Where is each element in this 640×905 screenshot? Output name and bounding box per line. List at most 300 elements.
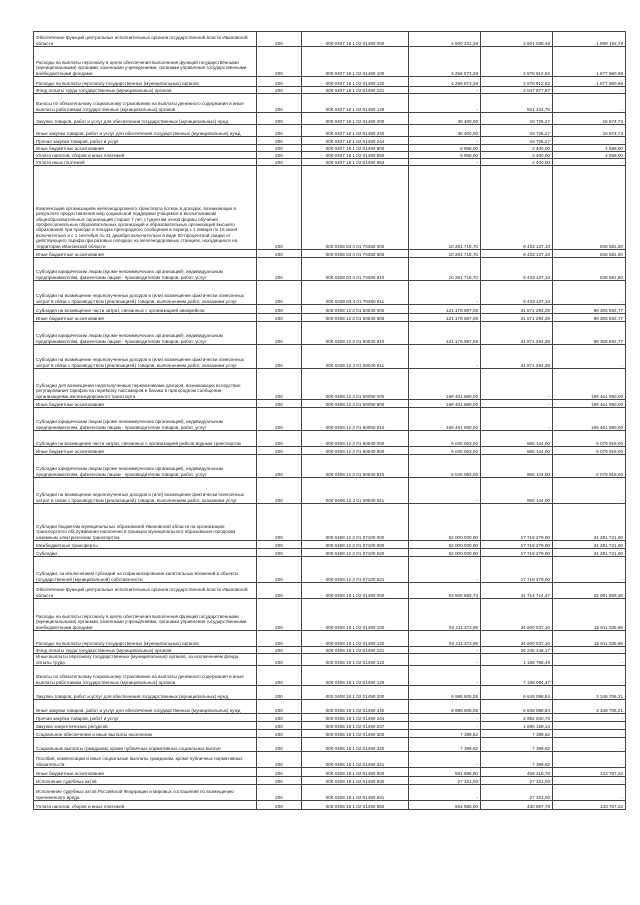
table-row [34,250,626,258]
row-executed-amount: 7 168 094,47 [481,666,553,686]
row-executed-amount: 7 399,62 [481,738,553,752]
row-approved-amount: - [409,666,481,686]
row-unexecuted-amount: - [553,738,626,752]
table-row [34,408,626,431]
row-unexecuted-amount: 4 558,00 [553,152,626,159]
row-executed-amount: 31 871 294,29 [481,322,553,345]
row-line-code: 200 [257,431,302,447]
row-unexecuted-amount: - [553,714,626,722]
row-approved-amount: 7 399,62 [409,730,481,738]
row-executed-amount: - [481,400,553,408]
row-line-code: 200 [257,77,302,87]
row-budget-classification-code: 000 0407 18 1 02 01490 800 [302,145,409,152]
row-unexecuted-amount: - [553,557,626,583]
row-approved-amount: 4 500 231,28 [409,32,481,47]
table-row [34,166,626,250]
table-row [34,647,626,654]
row-line-code: 200 [257,145,302,152]
budget-execution-table [33,31,626,810]
row-approved-amount: - [409,137,481,145]
row-line-code: 200 [257,801,302,810]
row-budget-classification-code: 000 0408 18 1 02 01490 121 [302,647,409,654]
row-description: Субсидии на возмещение недополученных доходов и (или) возмещение фактически понесенных затрат в связи с производством (реализацией) товаров, выполнением работ, оказанием услуг [34,345,257,369]
table-row [34,32,626,47]
row-approved-amount: 53 211 373,06 [409,599,481,631]
row-unexecuted-amount: 89 305 692,77 [553,314,626,322]
row-description: Иные закупки товаров, работ и услуг для обеспечения государственных (муниципальных) нужд [34,700,257,714]
row-line-code: 200 [257,32,302,47]
row-unexecuted-amount: 169 461 880,00 [553,408,626,431]
row-description: Межбюджетные трансферты [34,541,257,549]
row-budget-classification-code: 000 0407 18 1 02 01490 850 [302,152,409,159]
row-unexecuted-amount: 34 281 721,00 [553,541,626,549]
row-description: Прочая закупка товаров, работ и услуг [34,137,257,145]
row-executed-amount: 7 399,62 [481,730,553,738]
table-row [34,549,626,557]
row-line-code: 200 [257,777,302,785]
row-line-code: 200 [257,730,302,738]
row-executed-amount: 4 952 940,70 [481,714,553,722]
row-approved-amount: 63 806 583,73 [409,583,481,599]
row-description: Субсидии юридическим лицам (кроме некоммерческих организаций), индивидуальным предпринимателям, физическим лицам - производителям товаров, работ, услуг [34,408,257,431]
row-line-code: 200 [257,714,302,722]
table-row [34,541,626,549]
row-unexecuted-amount: 5 079 919,00 [553,447,626,455]
row-approved-amount: 6 045 063,00 [409,431,481,447]
row-approved-amount: 169 461 880,00 [409,408,481,431]
row-description: Субсидии на возмещение недополученных доходов и (или) возмещение фактически понесенных затрат в связи с производством (реализацией) товаров, выполнением работ, оказанием услуг [34,478,257,504]
row-unexecuted-amount: - [553,654,626,666]
table-row [34,47,626,77]
row-approved-amount: 121 176 987,06 [409,322,481,345]
table-row [34,125,626,137]
row-approved-amount: - [409,345,481,369]
row-approved-amount: 52 000 000,00 [409,541,481,549]
row-line-code: 200 [257,583,302,599]
row-executed-amount: 2 578 912,62 [481,47,553,77]
row-executed-amount: 31 871 294,29 [481,314,553,322]
table-row [34,145,626,152]
row-line-code: 200 [257,408,302,431]
row-description: Субсидии бюджетам муниципальных образований Ивановской области на организацию транспортного обслуживания населения в границах муниципального образования городским наземным электрическим транспортом [34,504,257,541]
row-unexecuted-amount: 22 091 869,36 [553,583,626,599]
row-unexecuted-amount: 16 674,73 [553,125,626,137]
row-approved-amount: - [409,785,481,801]
row-description: Обеспечение функций центральных исполнительных органов государственной власти Ивановской области [34,583,257,599]
row-description: Иные закупки товаров, работ и услуг для обеспечения государственных (муниципальных) нужд [34,125,257,137]
row-unexecuted-amount: 89 305 692,77 [553,305,626,314]
row-budget-classification-code: 000 0408 12 2 01 60540 810 [302,455,409,478]
row-unexecuted-amount: 34 281 721,00 [553,504,626,541]
row-approved-amount: 9 995 805,05 [409,686,481,700]
row-executed-amount: 41 714 714,37 [481,583,553,599]
row-approved-amount: 10 281 718,70 [409,250,481,258]
row-description: Компенсация организациям железнодорожного транспорта потерь в доходах, возникающих в результате предоставления мер социальной поддержки учащимся и воспитанникам общеобразовательных организаций старше 7 лет, студентам очной формы обучения профессиональных образовательных организаций и образовательных организаций высшего образования при проезде в поездах пригородного сообщения в период с 1 января по 15 июня включительно и с 1 сентября по 31 декабря включительно в виде 50-процентной скидки от действующего тарифа при разовых поездках на железнодорожных станциях, находящихся на территории Ивановской области [34,166,257,250]
row-budget-classification-code: 000 0407 18 1 02 01490 100 [302,47,409,77]
row-line-code: 200 [257,455,302,478]
table-row [34,752,626,768]
row-executed-amount: 25 245 146,17 [481,647,553,654]
row-unexecuted-amount: 4 558,00 [553,145,626,152]
row-executed-amount: 965 144,00 [481,431,553,447]
table-row [34,152,626,159]
row-unexecuted-amount: - [553,281,626,305]
row-description: Иные бюджетные ассигнования [34,447,257,455]
row-executed-amount: 965 144,00 [481,478,553,504]
row-description: Субсидии юридическим лицам (кроме некоммерческих организаций), индивидуальным предпринимателям, физическим лицам - производителям товаров, работ, услуг [34,455,257,478]
row-executed-amount: 9 433 137,10 [481,166,553,250]
row-description: Закупка энергетических ресурсов [34,722,257,730]
row-budget-classification-code: 000 0407 18 1 02 01490 240 [302,125,409,137]
row-budget-classification-code: 000 0408 12 2 01 60040 811 [302,345,409,369]
row-approved-amount: 564 665,00 [409,801,481,810]
row-description: Фонд оплаты труда государственных (муниципальных) органов [34,647,257,654]
row-budget-classification-code: 000 0408 18 1 02 01490 120 [302,631,409,647]
row-description: Субсидия на возмещение части затрат, связанных с организацией рейсов водным транспортом [34,431,257,447]
row-approved-amount: 10 281 718,70 [409,258,481,281]
row-executed-amount: 430 897,78 [481,801,553,810]
row-line-code: 200 [257,700,302,714]
row-unexecuted-amount: 1 677 960,66 [553,77,626,87]
row-approved-amount: 10 281 718,70 [409,166,481,250]
table-row [34,400,626,408]
table-row [34,768,626,777]
table-row [34,322,626,345]
row-budget-classification-code: 000 0407 18 1 02 01490 129 [302,94,409,113]
row-executed-amount: 31 871 294,29 [481,305,553,314]
row-approved-amount: 6 045 063,00 [409,455,481,478]
row-approved-amount: - [409,557,481,583]
row-executed-amount: 31 871 294,29 [481,345,553,369]
table-row [34,431,626,447]
row-description: Взносы по обязательному социальному страхованию на выплаты денежного содержания и иные выплаты работникам государственных (муниципальных) органов [34,94,257,113]
row-budget-classification-code: 000 0408 12 2 01 60050 800 [302,400,409,408]
table-row [34,159,626,166]
row-line-code: 200 [257,504,302,541]
row-budget-classification-code: 000 0407 18 1 02 01490 200 [302,113,409,125]
row-description: Субсидии для возмещения недополученных перевозчиками доходов, возникающих вследствие регулирования тарифов на перевозку пассажиров и багажа в пригородном сообщении, организациями железнодорожного транспорта [34,369,257,400]
row-description: Иные бюджетные ассигнования [34,400,257,408]
row-approved-amount: - [409,159,481,166]
row-description: Фонд оплаты труда государственных (муниципальных) органов [34,87,257,94]
row-description: Пособия, компенсации и иные социальные выплаты гражданам, кроме публичных нормативных обязательств [34,752,257,768]
row-executed-amount: 7 399,62 [481,752,553,768]
row-budget-classification-code: 000 0408 18 1 02 01490 300 [302,730,409,738]
row-line-code: 200 [257,752,302,768]
table-row [34,455,626,478]
table-row [34,77,626,87]
row-description: Субсидии [34,549,257,557]
row-line-code: 200 [257,47,302,77]
table-row [34,738,626,752]
row-line-code: 200 [257,152,302,159]
row-line-code: 200 [257,113,302,125]
row-unexecuted-amount: 1 677 960,66 [553,47,626,77]
table-row [34,369,626,400]
row-unexecuted-amount: 169 461 880,00 [553,369,626,400]
row-executed-amount: 27 321,00 [481,777,553,785]
row-approved-amount: 169 461 880,00 [409,369,481,400]
table-row [34,87,626,94]
row-unexecuted-amount: - [553,137,626,145]
row-executed-amount: 9 433 137,10 [481,281,553,305]
row-approved-amount: - [409,281,481,305]
row-approved-amount: - [409,94,481,113]
row-description: Иные бюджетные ассигнования [34,768,257,777]
row-unexecuted-amount: 89 305 692,77 [553,322,626,345]
row-budget-classification-code: 000 0408 12 2 01 60040 800 [302,314,409,322]
row-line-code: 200 [257,305,302,314]
row-line-code: 200 [257,785,302,801]
row-line-code: 200 [257,369,302,400]
row-line-code: 200 [257,686,302,700]
row-budget-classification-code: 000 0407 18 1 02 01490 000 [302,32,409,47]
row-line-code: 200 [257,631,302,647]
row-executed-amount: 965 144,00 [481,455,553,478]
table-row [34,686,626,700]
row-approved-amount: 6 045 063,00 [409,447,481,455]
row-line-code: 200 [257,166,302,250]
row-line-code: 200 [257,345,302,369]
row-approved-amount: 36 400,00 [409,125,481,137]
row-unexecuted-amount: 16 674,73 [553,113,626,125]
row-line-code: 200 [257,647,302,654]
row-description: Закупка товаров, работ и услуг для обеспечения государственных (муниципальных) нужд [34,686,257,700]
row-approved-amount: 52 000 000,00 [409,504,481,541]
row-approved-amount: - [409,714,481,722]
row-budget-classification-code: 000 0408 03 4 01 70380 810 [302,258,409,281]
row-description: Социальное обеспечение и иные выплаты населению [34,730,257,738]
row-approved-amount: 6 958,00 [409,145,481,152]
row-executed-amount: 6 649 098,84 [481,700,553,714]
row-executed-amount: 27 321,00 [481,785,553,801]
row-unexecuted-amount: - [553,722,626,730]
row-approved-amount: - [409,647,481,654]
row-budget-classification-code: 000 0408 12 2 01 60050 810 [302,408,409,431]
row-budget-classification-code: 000 0408 18 1 02 01490 320 [302,738,409,752]
row-budget-classification-code: 000 0408 18 1 02 01490 240 [302,700,409,714]
table-row [34,345,626,369]
row-line-code: 200 [257,87,302,94]
row-budget-classification-code: 000 0408 12 2 01 60540 800 [302,447,409,455]
row-unexecuted-amount: 169 461 880,00 [553,400,626,408]
row-description: Расходы на выплаты персоналу государственных (муниципальных) органов [34,631,257,647]
row-line-code: 200 [257,94,302,113]
row-unexecuted-amount: 133 767,22 [553,801,626,810]
row-executed-amount: 17 718 279,00 [481,541,553,549]
row-approved-amount: 121 176 987,06 [409,314,481,322]
row-unexecuted-amount: - [553,478,626,504]
row-unexecuted-amount: 18 611 335,96 [553,631,626,647]
row-description: Субсидия на возмещение части затрат, связанных с организацией авиарейсов [34,305,257,314]
row-approved-amount: 53 211 373,06 [409,631,481,647]
table-row [34,722,626,730]
row-budget-classification-code: 000 0408 18 1 02 01490 122 [302,654,409,666]
row-unexecuted-amount: 18 611 335,96 [553,599,626,631]
table-row [34,113,626,125]
table-row [34,305,626,314]
row-unexecuted-amount: - [553,777,626,785]
row-executed-amount: - [481,369,553,400]
row-unexecuted-amount: - [553,87,626,94]
row-budget-classification-code: 000 0408 12 2 01 87100 521 [302,557,409,583]
row-unexecuted-amount: - [553,730,626,738]
row-budget-classification-code: 000 0408 12 2 01 60040 000 [302,305,409,314]
row-approved-amount: 591 986,00 [409,768,481,777]
row-description: Расходы на выплаты персоналу государственных (муниципальных) органов [34,77,257,87]
row-approved-amount: 52 000 000,00 [409,549,481,557]
row-line-code: 200 [257,400,302,408]
row-executed-amount: 17 718 279,00 [481,504,553,541]
row-executed-amount: 9 433 137,10 [481,258,553,281]
table-row [34,654,626,666]
table-row [34,557,626,583]
row-description: Обеспечение функций центральных исполнительных органов государственной власти Ивановской области [34,32,257,47]
row-description: Исполнение судебных актов [34,777,257,785]
row-unexecuted-amount: - [553,666,626,686]
row-budget-classification-code: 000 0408 12 2 01 87100 000 [302,504,409,541]
row-executed-amount: 531 234,75 [481,94,553,113]
row-line-code: 200 [257,722,302,730]
row-executed-amount: 19 725,27 [481,113,553,125]
row-unexecuted-amount: 5 079 919,00 [553,431,626,447]
row-executed-amount: 19 725,27 [481,137,553,145]
row-budget-classification-code: 000 0408 12 2 01 60540 000 [302,431,409,447]
row-description: Расходы на выплаты персоналу в целях обеспечения выполнения функций государственными (муниципальными) органами, казенными учреждениями, органами управления государственными внебюджетными фондами [34,47,257,77]
row-budget-classification-code: 000 0408 03 4 01 70380 000 [302,166,409,250]
row-approved-amount: - [409,87,481,94]
row-line-code: 200 [257,557,302,583]
row-line-code: 200 [257,137,302,145]
row-unexecuted-amount: 848 581,60 [553,166,626,250]
row-line-code: 200 [257,125,302,137]
row-approved-amount: 27 321,00 [409,777,481,785]
row-line-code: 200 [257,322,302,345]
row-description: Социальные выплаты гражданам, кроме публичных нормативных социальных выплат [34,738,257,752]
table-row [34,137,626,145]
row-unexecuted-amount: 34 281 721,00 [553,549,626,557]
row-description: Уплата налогов, сборов и иных платежей [34,801,257,810]
row-approved-amount: 9 995 805,05 [409,700,481,714]
row-description: Субсидии, за исключением субсидий на софинансирование капитальных вложений в объекты государственной (муниципальной) собственности [34,557,257,583]
table-row [34,583,626,599]
row-budget-classification-code: 000 0408 18 1 02 01490 321 [302,752,409,768]
row-line-code: 200 [257,768,302,777]
row-executed-amount: 1 186 796,49 [481,654,553,666]
table-row [34,478,626,504]
table-row [34,801,626,810]
row-approved-amount: 169 461 880,00 [409,400,481,408]
row-line-code: 200 [257,599,302,631]
row-executed-amount: 1 696 158,14 [481,722,553,730]
row-executed-amount: 2 400,00 [481,159,553,166]
row-executed-amount: 34 600 037,10 [481,599,553,631]
row-executed-amount: 458 218,78 [481,768,553,777]
row-budget-classification-code: 000 0408 12 2 01 60050 000 [302,369,409,400]
table-row [34,258,626,281]
table-row [34,666,626,686]
row-description: Исполнение судебных актов Российской Федерации и мировых соглашений по возмещению причиненного вреда [34,785,257,801]
row-executed-amount: - [481,408,553,431]
row-line-code: 200 [257,250,302,258]
row-unexecuted-amount: 1 899 192,79 [553,32,626,47]
table-row [34,599,626,631]
table-row [34,504,626,541]
row-unexecuted-amount: - [553,752,626,768]
row-executed-amount: 6 649 098,84 [481,686,553,700]
row-line-code: 200 [257,654,302,666]
table-row [34,700,626,714]
row-budget-classification-code: 000 0407 18 1 02 01490 853 [302,159,409,166]
row-executed-amount: 17 718 279,00 [481,557,553,583]
row-executed-amount: 2 601 038,49 [481,32,553,47]
row-line-code: 200 [257,159,302,166]
table-row [34,777,626,785]
row-budget-classification-code: 000 0408 18 1 02 01490 100 [302,599,409,631]
row-executed-amount: 2 400,00 [481,152,553,159]
row-executed-amount: 2 400,00 [481,145,553,152]
row-budget-classification-code: 000 0408 18 1 02 01490 129 [302,666,409,686]
row-budget-classification-code: 000 0407 18 1 02 01490 121 [302,87,409,94]
row-approved-amount: 4 256 873,28 [409,77,481,87]
row-budget-classification-code: 000 0408 18 1 02 01490 247 [302,722,409,730]
row-approved-amount: 36 400,00 [409,113,481,125]
row-approved-amount: 4 256 873,28 [409,47,481,77]
row-unexecuted-amount: - [553,159,626,166]
row-description: Уплата налогов, сборов и иных платежей [34,152,257,159]
row-executed-amount: 17 718 279,00 [481,549,553,557]
row-budget-classification-code: 000 0408 18 1 02 01490 800 [302,768,409,777]
row-line-code: 200 [257,738,302,752]
row-approved-amount: - [409,654,481,666]
row-description: Закупка товаров, работ и услуг для обеспечения государственных (муниципальных) нужд [34,113,257,125]
row-description: Иные выплаты персоналу государственных (муниципальных) органов, за исключением фонда оплаты труда [34,654,257,666]
row-approved-amount: - [409,478,481,504]
row-unexecuted-amount: 848 581,60 [553,258,626,281]
row-budget-classification-code: 000 0408 03 4 01 70380 811 [302,281,409,305]
row-budget-classification-code: 000 0408 18 1 02 01490 000 [302,583,409,599]
row-approved-amount: 6 958,00 [409,152,481,159]
row-budget-classification-code: 000 0408 18 1 02 01490 830 [302,777,409,785]
row-unexecuted-amount: 848 581,60 [553,250,626,258]
row-budget-classification-code: 000 0408 12 2 01 87100 520 [302,549,409,557]
row-description: Субсидии на возмещение недополученных доходов и (или) возмещение фактически понесенных затрат в связи с производством (реализацией) товаров, выполнением работ, оказанием услуг [34,281,257,305]
row-description: Уплата иных платежей [34,159,257,166]
row-description: Прочая закупка товаров, работ и услуг [34,714,257,722]
table-row [34,281,626,305]
row-budget-classification-code: 000 0407 18 1 02 01490 244 [302,137,409,145]
table-row [34,314,626,322]
row-unexecuted-amount: 3 346 706,21 [553,700,626,714]
table-row [34,714,626,722]
row-budget-classification-code: 000 0408 18 1 02 01490 244 [302,714,409,722]
row-budget-classification-code: 000 0408 18 1 02 01490 831 [302,785,409,801]
row-approved-amount: 121 176 987,06 [409,305,481,314]
row-line-code: 200 [257,447,302,455]
row-line-code: 200 [257,478,302,504]
row-executed-amount: 965 144,00 [481,447,553,455]
row-executed-amount: 2 047 677,87 [481,87,553,94]
row-budget-classification-code: 000 0408 12 2 01 60040 810 [302,322,409,345]
row-budget-classification-code: 000 0408 12 2 01 87100 500 [302,541,409,549]
table-row [34,94,626,113]
row-description: Иные бюджетные ассигнования [34,145,257,152]
row-approved-amount: - [409,752,481,768]
table-row [34,447,626,455]
row-budget-classification-code: 000 0408 03 4 01 70380 800 [302,250,409,258]
row-unexecuted-amount: - [553,785,626,801]
row-description: Расходы на выплаты персоналу в целях обеспечения выполнения функций государственными (муниципальными) органами, казенными учреждениями, органами управления государственными внебюджетными фондами [34,599,257,631]
